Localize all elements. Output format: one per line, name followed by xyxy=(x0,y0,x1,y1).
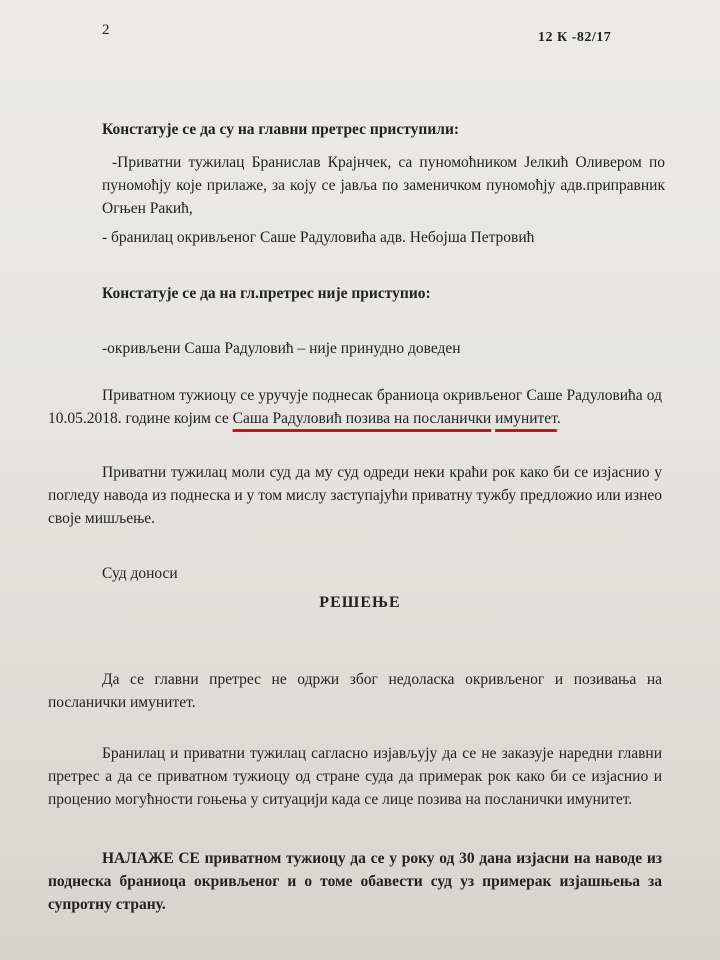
decision-heading: РЕШЕЊЕ xyxy=(319,594,401,611)
case-number: 12 К -82/17 xyxy=(538,30,612,45)
page-number: 2 xyxy=(102,22,110,38)
court-line: Суд доноси xyxy=(102,565,178,582)
decision-paragraph-1: Да се главни претрес не одржи због недоласка окривљеног и позивања на посланички имунитет. xyxy=(48,671,662,711)
paragraph-request: Приватни тужилац моли суд да му суд одреди неки краћи рок како би се изјаснио у погледу навода из поднеска и у том мислу заступајући приватну тужбу предложио или изнео своје мишљење. xyxy=(48,464,662,527)
highlighted-immunity-claim: Саша Радуловић позива на посланички xyxy=(232,410,492,427)
highlighted-immunity-word: имунитет xyxy=(495,410,557,427)
present-item-defender: - бранилац окривљеног Саше Радуловића адв. Небојша Петровић xyxy=(102,229,535,246)
paragraph-submission xyxy=(48,384,662,430)
order-paragraph xyxy=(48,847,662,916)
order-lead: НАЛАЖЕ СЕ xyxy=(102,850,200,867)
section-present-title: Констатује се да су на главни претрес приступили: xyxy=(102,121,460,138)
decision-paragraph-2: Бранилац и приватни тужилац сагласно изјављују да се не заказује наредни главни претрес а да се приватном тужиоцу од стране суда да примерак рок како би се изјаснио и проценио могућности гоњења у ситуацији када се лице позива на посланички имунитет. xyxy=(48,745,662,808)
section-absent-title: Констатује се да на гл.претрес није приступио: xyxy=(102,285,431,302)
submission-end: . xyxy=(556,410,561,427)
order-text: приватном тужиоцу да се у року од 30 дана изјасни на наводе из поднеска браниоца окривљеног и о томе обавести суд уз примерак изјашњења за супротну страну. xyxy=(48,850,662,913)
present-item-prosecutor: -Приватни тужилац Бранислав Крајнчек, са пуномоћником Јелкић Оливером по пуномоћју које прилаже, за коју се јавља по заменичком пуномоћју адв.приправник Огњен Ракић, xyxy=(102,154,665,217)
absent-item-defendant: -окривљени Саша Радуловић – није принудно доведен xyxy=(102,340,461,357)
submission-text: Приватном тужиоцу се уручује поднесак браниоца окривљеног Саше Радуловића од 10.05.2018. године којим се xyxy=(48,387,662,427)
